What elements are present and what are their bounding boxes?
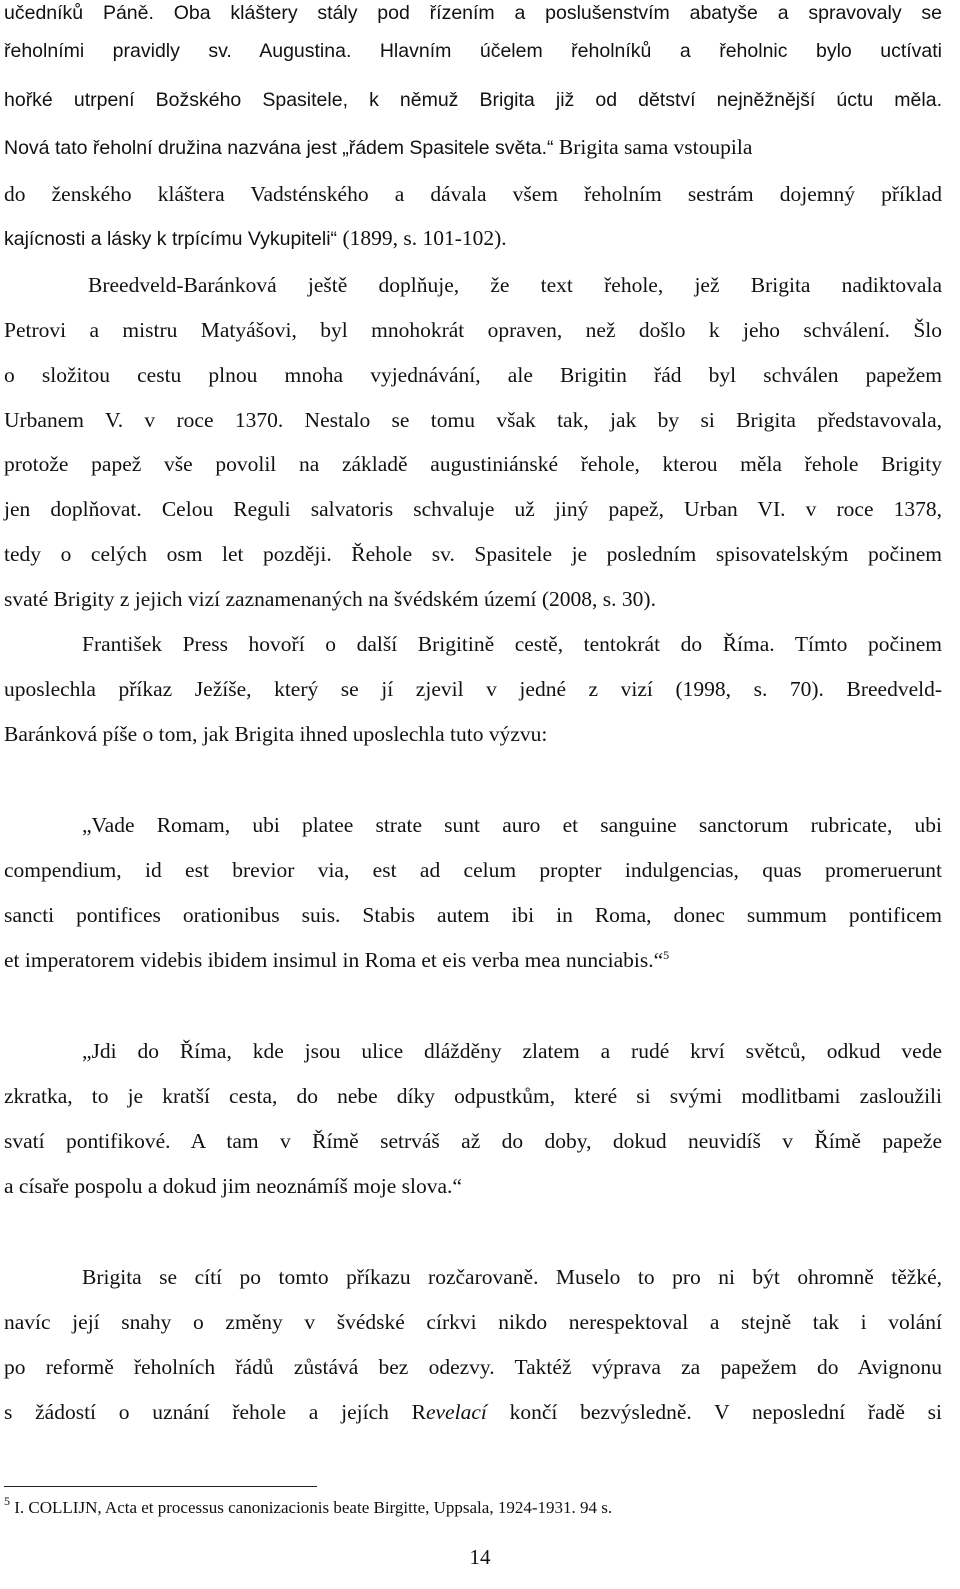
text-span: končí bezvýsledně. V neposlední řadě si	[509, 1400, 943, 1424]
text-span: Brigita sama vstoupila	[558, 135, 753, 159]
footnote	[4, 1494, 904, 1519]
footnote-separator	[4, 1486, 317, 1487]
text-span: s žádostí o uznání řehole a jejích R	[4, 1400, 426, 1424]
text-line: hořké utrpení Božského Spasitele, k němuž Brigita již od dětství nejněžnější úctu měla.	[4, 89, 942, 111]
translation-line: zkratka, to je kratší cesta, do nebe díky odpustkům, které si svými modlitbami zasloužili	[4, 1084, 942, 1108]
translation-line: a císaře pospolu a dokud jim neoznámíš moje slova.“	[4, 1174, 462, 1198]
quote-first-line: „Vade Romam, ubi platee strate sunt auro et sanguine sanctorum rubricate, ubi	[82, 813, 942, 837]
text-span: (1899, s. 101-102).	[342, 226, 507, 250]
text-line-mixed	[4, 225, 942, 251]
italic-word: evelací	[425, 1400, 487, 1424]
paragraph-first-line: František Press hovoří o další Brigitině cestě, tentokrát do Říma. Tímto počinem	[82, 632, 942, 656]
text-line: protože papež vše povolil na základě augustiniánské řehole, kterou měla řehole Brigity	[4, 452, 942, 476]
footnote-marker: 5	[4, 1494, 10, 1508]
text-line: do ženského kláštera Vadsténského a dávala všem řeholním sestrám dojemný příklad	[4, 182, 942, 206]
text-line: navíc její snahy o změny v švédské církvi nikdo nerespektoval a stejně tak i volání	[4, 1310, 942, 1334]
text-line: svaté Brigity z jejich vizí zaznamenaných na švédském území (2008, s. 30).	[4, 587, 656, 611]
text-line: uposlechla příkaz Ježíše, který se jí zjevil v jedné z vizí (1998, s. 70). Breedveld-	[4, 677, 942, 701]
footnote-reference: 5	[663, 948, 670, 962]
text-span: Nová tato řeholní družina nazvána jest „řádem Spasitele světa.“	[4, 137, 554, 159]
paragraph-first-line: Brigita se cítí po tomto příkazu rozčarovaně. Muselo to pro ni být ohromně těžké,	[82, 1265, 942, 1289]
text-line-mixed	[4, 134, 942, 160]
text-line: Baránková píše o tom, jak Brigita ihned uposlechla tuto výzvu:	[4, 722, 548, 746]
text-line-italic	[4, 1399, 942, 1425]
text-line: o složitou cestu plnou mnoha vyjednávání, ale Brigitin řád byl schválen papežem	[4, 363, 942, 387]
paragraph-first-line: Breedveld-Baránková ještě doplňuje, že text řehole, jež Brigita nadiktovala	[88, 273, 942, 297]
text-line: Urbanem V. v roce 1370. Nestalo se tomu však tak, jak by si Brigita představovala,	[4, 408, 942, 432]
footnote-text: I. COLLIJN, Acta et processus canonizacionis beate Birgitte, Uppsala, 1924-1931. 94 s.	[14, 1498, 613, 1517]
text-span: kajícnosti a lásky k trpícímu Vykupiteli“	[4, 228, 338, 250]
quote-line: compendium, id est brevior via, est ad celum propter indulgencias, quas promeruerunt	[4, 858, 942, 882]
translation-line: svatí pontifikové. A tam v Římě setrváš až do doby, dokud neuvidíš v Římě papeže	[4, 1129, 942, 1153]
text-line: tedy o celých osm let později. Řehole sv. Spasitele je posledním spisovatelským počinem	[4, 542, 942, 566]
text-line: Petrovi a mistru Matyášovi, byl mnohokrát opraven, než došlo k jeho schválení. Šlo	[4, 318, 942, 342]
quote-line: sancti pontifices orationibus suis. Stabis autem ibi in Roma, donec summum pontificem	[4, 903, 942, 927]
text-line: jen doplňovat. Celou Reguli salvatoris schvaluje už jiný papež, Urban VI. v roce 1378,	[4, 497, 942, 521]
quote-text: et imperatorem videbis ibidem insimul in Roma et eis verba mea nunciabis.“	[4, 948, 664, 972]
text-line: řeholními pravidly sv. Augustina. Hlavním účelem řeholníků a řeholnic bylo uctívati	[4, 40, 942, 62]
quote-line	[4, 947, 942, 973]
text-line: po reformě řeholních řádů zůstává bez odezvy. Taktéž výprava za papežem do Avignonu	[4, 1355, 942, 1379]
text-line: učedníků Páně. Oba kláštery stály pod řízením a poslušenstvím abatyše a spravovaly se	[4, 2, 942, 24]
page-number: 14	[469, 1545, 491, 1569]
translation-first-line: „Jdi do Říma, kde jsou ulice dlážděny zlatem a rudé krví světců, odkud vede	[82, 1039, 942, 1063]
